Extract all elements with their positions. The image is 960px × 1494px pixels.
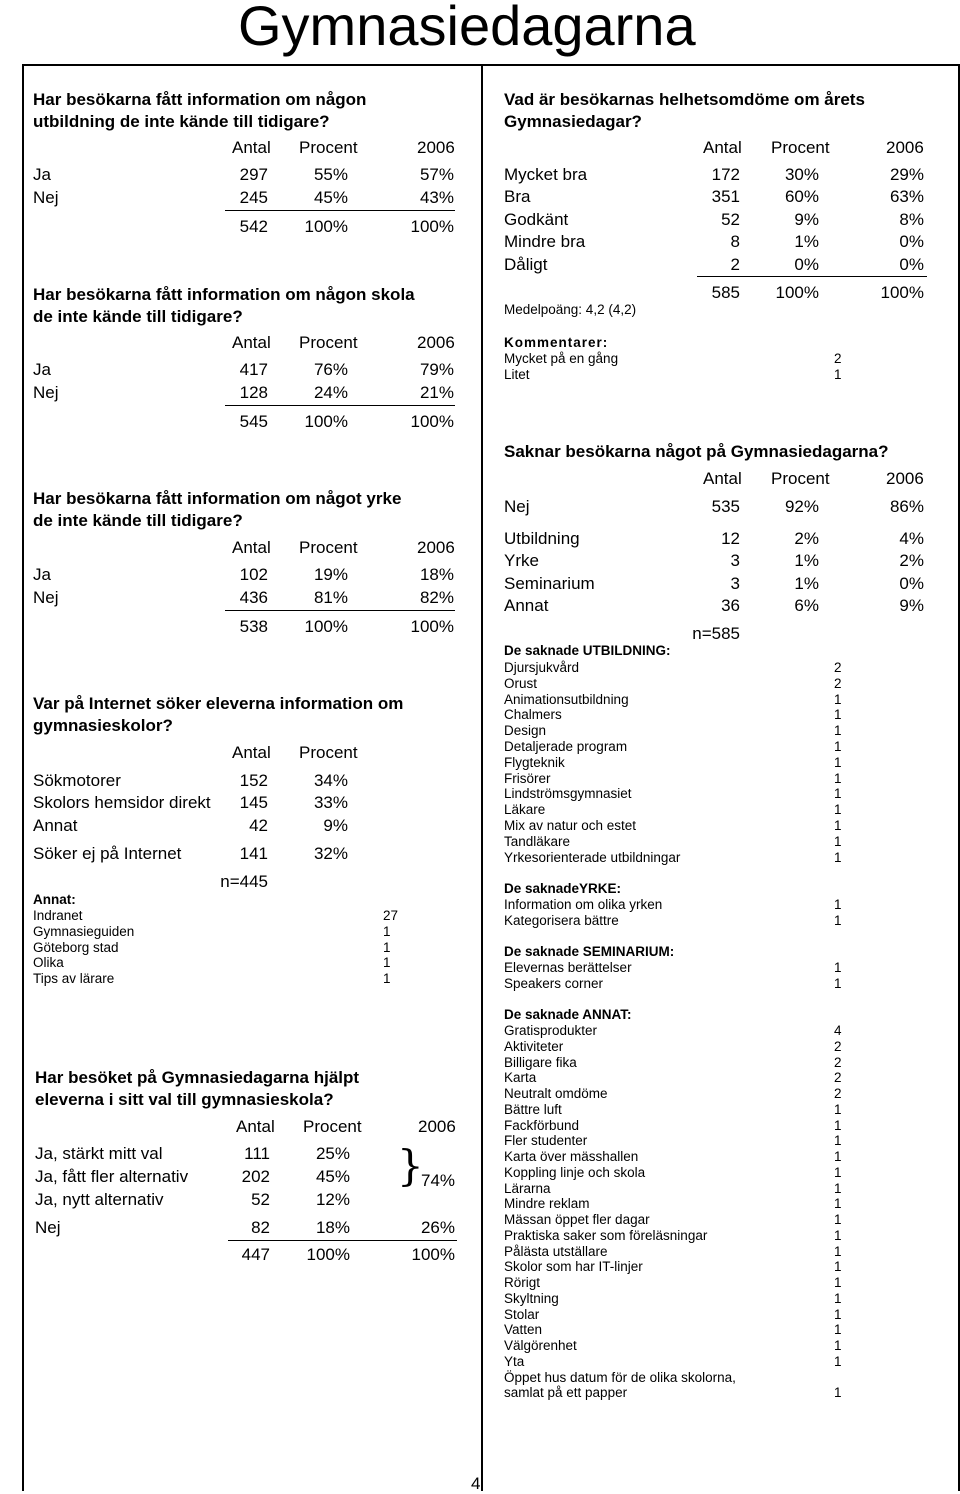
table-row [482, 573, 958, 595]
item-label: Kategorisera bättre [504, 912, 619, 928]
total-row: 545 100% 100% [239, 412, 454, 431]
table-row: Nej 535 92% 86% [504, 497, 924, 516]
q1-question: Har besökarna fått information om någon utbildning de inte kände till tidigare? [33, 90, 367, 131]
cell-procent: 1% [794, 232, 819, 252]
cell-antal: 351 [711, 187, 740, 207]
item-count: 2 [834, 675, 842, 691]
item-count: 1 [834, 1164, 842, 1180]
cell-y2006: 63% [889, 187, 924, 207]
item-label: Neutralt omdöme [504, 1086, 608, 1101]
table-row: Nej 245 45% 43% [33, 188, 454, 207]
item-label: Billigare fika [504, 1054, 577, 1070]
cell-procent: 9% [794, 209, 819, 229]
cell-antal: 2 [730, 254, 740, 274]
item-label: Karta över mässhallen [504, 1149, 639, 1164]
cell-antal: 3 [730, 573, 740, 593]
item-count: 1 [834, 723, 842, 739]
cell-procent: 1% [794, 551, 819, 571]
item-count: 1 [834, 1353, 842, 1369]
item-count: 1 [834, 1338, 842, 1353]
item-count: 1 [834, 1227, 842, 1243]
cell-label: Godkänt [504, 209, 569, 229]
utbildning-heading: De saknade UTBILDNING: [504, 643, 671, 658]
q7-header: Antal Procent 2006 [703, 469, 924, 488]
item-label: Koppling linje och skola [504, 1164, 646, 1180]
item-count: 1 [383, 939, 391, 955]
item-count: 1 [834, 960, 842, 975]
cell-label: Yrke [504, 551, 539, 571]
item-count: 1 [834, 818, 842, 833]
item-label: Praktiska saker som föreläsningar [504, 1227, 708, 1243]
table-row [482, 186, 958, 208]
cell-antal: 172 [711, 165, 740, 184]
table-row [482, 231, 958, 253]
brace-icon: } [397, 1141, 424, 1190]
item-label: Gratisprodukter [504, 1023, 598, 1038]
item-label: Rörigt [504, 1275, 541, 1290]
cell-y2006: 2% [899, 551, 924, 571]
cell-antal: 8 [730, 232, 740, 252]
cell-procent: 6% [794, 596, 819, 616]
item-count: 27 [383, 908, 399, 923]
item-label: Lindströmsgymnasiet [504, 786, 632, 802]
cell-procent: 1% [794, 573, 819, 593]
item-label: Tandläkare [504, 833, 571, 849]
cell-y2006: 0% [899, 232, 924, 252]
cell-procent: 30% [784, 165, 819, 184]
item-count: 1 [834, 1133, 842, 1149]
item-label: Fler studenter [504, 1133, 588, 1149]
cell-antal: 3 [730, 551, 740, 571]
item-count: 1 [383, 923, 391, 939]
item-label: Stolar [504, 1306, 540, 1322]
q6-question: Vad är besökarnas helhetsomdöme om årets Gymnasiedagar? [504, 90, 865, 131]
q3-question: Har besökarna fått information om något yrke de inte kände till tidigare? [33, 489, 402, 530]
item-label: Flygteknik [504, 754, 565, 770]
item-count: 1 [834, 1180, 842, 1196]
cell-label: Annat [504, 596, 549, 616]
table-row: Sökmotorer 152 34% [33, 771, 348, 790]
table-row: Nej 128 24% 21% [33, 383, 454, 402]
cell-antal: 12 [721, 529, 740, 548]
cell-y2006: 4% [899, 529, 924, 548]
item-count: 1 [834, 691, 842, 707]
item-count: 1 [834, 1101, 842, 1117]
item-count: 1 [834, 1322, 842, 1338]
divider [225, 210, 455, 211]
item-label: Indranet [33, 908, 83, 923]
item-count: 2 [834, 1070, 842, 1086]
table-row: Ja, stärkt mitt val 111 25% [35, 1144, 350, 1163]
cell-y2006: 0% [899, 573, 924, 593]
annat-heading: De saknade ANNAT: [504, 1007, 632, 1022]
n-count: n=445 [220, 872, 268, 891]
table-row [482, 595, 958, 617]
item-label: Litet [504, 366, 530, 382]
item-count: 2 [834, 351, 842, 366]
item-label: Orust [504, 675, 538, 691]
item-count: 1 [834, 707, 842, 723]
cell-y2006: 8% [899, 209, 924, 229]
q4-header: Antal Procent [232, 743, 358, 762]
item-count: 1 [834, 1385, 842, 1401]
item-label: Vatten [504, 1322, 543, 1338]
item-label: Chalmers [504, 707, 562, 723]
table-row: Ja, fått fler alternativ 202 45% [35, 1167, 350, 1186]
item-count: 1 [834, 1212, 842, 1227]
item-count: 1 [834, 912, 842, 928]
item-label: Tips av lärare [33, 971, 115, 987]
table-row: Skolors hemsidor direkt 145 33% [33, 793, 348, 812]
item-label: Fackförbund [504, 1117, 580, 1133]
item-label: Välgörenhet [504, 1338, 577, 1353]
item-count: 1 [383, 971, 391, 987]
item-count: 1 [834, 802, 842, 818]
item-count: 1 [834, 366, 842, 382]
page-title: Gymnasiedagarna [238, 0, 696, 57]
divider [225, 610, 455, 611]
item-label: Mässan öppet fler dagar [504, 1212, 650, 1227]
n-count: n=585 [692, 624, 740, 643]
item-label: Öppet hus datum för de olika skolorna, [504, 1369, 736, 1385]
item-label: Information om olika yrken [504, 897, 663, 912]
item-label: Mix av natur och estet [504, 818, 637, 833]
q3-header: Antal Procent 2006 [232, 538, 455, 557]
q2-header: Antal Procent 2006 [232, 333, 455, 352]
table-row: Nej 436 81% 82% [33, 588, 454, 607]
item-label: Pålästa utställare [504, 1243, 608, 1259]
item-label: Skolor som har IT-linjer [504, 1259, 643, 1275]
item-label: Djursjukvård [504, 660, 580, 675]
cell-procent: 0% [794, 254, 819, 274]
item-count: 1 [834, 897, 842, 912]
table-row: Ja 297 55% 57% [33, 165, 454, 184]
table-row: Ja 102 19% 18% [33, 565, 454, 584]
item-label: Design [504, 723, 547, 739]
cell-y2006: 9% [899, 596, 924, 616]
yrke-heading: De saknadeYRKE: [504, 881, 622, 896]
item-count: 1 [383, 955, 391, 971]
q1-header: Antal Procent 2006 [232, 138, 455, 157]
item-label: Animationsutbildning [504, 691, 629, 707]
item-count: 1 [834, 1306, 842, 1322]
total-row: 538 100% 100% [239, 617, 454, 636]
total-row: 447 100% 100% [241, 1245, 455, 1264]
item-count: 1 [834, 1117, 842, 1133]
cell-label: Bra [504, 187, 531, 207]
item-count: 1 [834, 770, 842, 786]
item-label: Bättre luft [504, 1101, 562, 1117]
item-label: samlat på ett papper [504, 1385, 628, 1401]
item-label: Yrkesorienterade utbildningar [504, 849, 681, 865]
center-rule [481, 64, 483, 1491]
divider [225, 405, 455, 406]
item-label: Gymnasieguiden [33, 923, 135, 939]
item-count: 1 [834, 739, 842, 754]
table-row: Nej 82 18% 26% [35, 1218, 455, 1237]
table-row [482, 164, 958, 186]
table-row: Ja, nytt alternativ 52 12% [35, 1190, 350, 1209]
cell-label: Utbildning [504, 529, 580, 548]
kommentarer-heading: Kommentarer: [504, 335, 609, 350]
item-count: 2 [834, 660, 842, 675]
item-count: 1 [834, 1275, 842, 1290]
item-count: 1 [834, 1243, 842, 1259]
item-label: Elevernas berättelser [504, 960, 632, 975]
q7-question: Saknar besökarna något på Gymnasiedagarna? [504, 442, 889, 461]
item-label: Aktiviteter [504, 1038, 564, 1054]
cell-y2006: 29% [889, 165, 924, 184]
table-row [482, 254, 958, 276]
cell-antal: 52 [721, 209, 740, 229]
table-row: Söker ej på Internet 141 32% [33, 844, 348, 863]
item-count: 2 [834, 1054, 842, 1070]
table-row [482, 550, 958, 572]
seminarium-heading: De saknade SEMINARIUM: [504, 944, 675, 959]
cell-procent: 2% [794, 529, 819, 548]
cell-procent: 60% [784, 187, 819, 207]
item-count: 1 [834, 1149, 842, 1164]
table-row: Annat 42 9% [33, 816, 348, 835]
item-label: Mycket på en gång [504, 351, 619, 366]
item-count: 1 [834, 975, 842, 991]
table-row [482, 528, 958, 550]
cell-label: Dåligt [504, 254, 548, 274]
item-count: 1 [834, 1259, 842, 1275]
page-number: 4 [471, 1474, 481, 1493]
total-row: 585 100% 100% [711, 283, 924, 302]
item-label: Yta [504, 1353, 525, 1369]
item-label: Göteborg stad [33, 939, 119, 955]
table-row: Ja 417 76% 79% [33, 360, 454, 379]
annat-heading: Annat: [33, 892, 76, 907]
table-row [482, 209, 958, 231]
q4-question: Var på Internet söker eleverna information om gymnasieskolor? [33, 694, 404, 735]
item-count: 1 [834, 1196, 842, 1212]
q6-header: Antal Procent 2006 [703, 138, 924, 157]
item-label: Skyltning [504, 1290, 559, 1306]
top-rule [22, 64, 960, 66]
item-label: Frisörer [504, 770, 551, 786]
q5-question: Har besöket på Gymnasiedagarna hjälpt eleverna i sitt val till gymnasieskola? [35, 1068, 360, 1109]
total-row: 542 100% 100% [239, 217, 454, 236]
item-label: Speakers corner [504, 975, 604, 991]
item-count: 2 [834, 1038, 842, 1054]
q2-question: Har besökarna fått information om någon skola de inte kände till tidigare? [33, 285, 415, 326]
cell-y2006: 0% [899, 254, 924, 274]
item-count: 1 [834, 849, 842, 865]
cell-label: Mycket bra [504, 165, 588, 184]
cell-antal: 36 [721, 596, 740, 616]
divider [697, 276, 927, 277]
cell-label: Seminarium [504, 573, 595, 593]
q5-header: Antal Procent 2006 [236, 1117, 456, 1136]
item-label: Detaljerade program [504, 739, 628, 754]
item-count: 1 [834, 754, 842, 770]
item-count: 4 [834, 1023, 842, 1038]
item-count: 1 [834, 786, 842, 802]
item-label: Lärarna [504, 1180, 551, 1196]
item-count: 1 [834, 833, 842, 849]
cell-label: Mindre bra [504, 232, 586, 252]
item-count: 2 [834, 1086, 842, 1101]
item-label: Läkare [504, 802, 546, 818]
item-label: Karta [504, 1070, 537, 1086]
divider [228, 1240, 457, 1241]
item-label: Mindre reklam [504, 1196, 590, 1212]
item-count: 1 [834, 1290, 842, 1306]
item-label: Olika [33, 955, 64, 971]
